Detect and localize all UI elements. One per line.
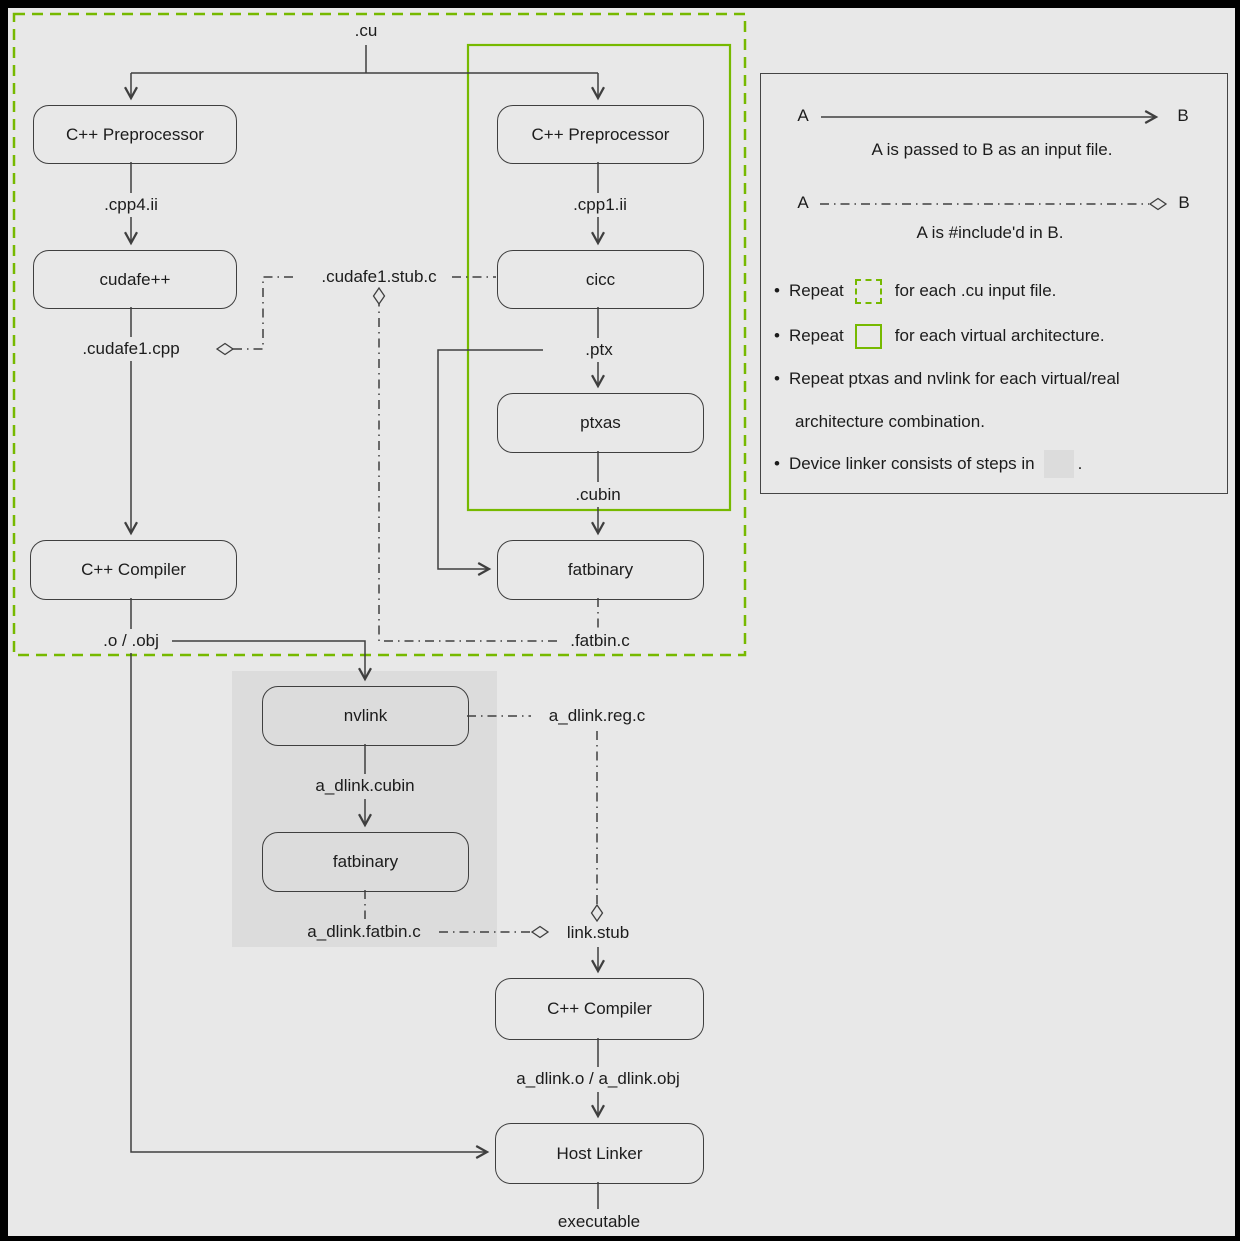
edge-oobj-to-nvlink: [172, 641, 365, 679]
bullet-dot: •: [774, 281, 780, 300]
node-label: cicc: [585, 269, 616, 289]
node-label: fatbinary: [567, 560, 634, 579]
bullet-dot: •: [774, 454, 780, 473]
legend-bullet-3-line1: [774, 367, 1120, 391]
legend-a2: A: [797, 193, 809, 212]
node-fatbinary-arch: [497, 540, 704, 600]
dashed-green-square-swatch: [855, 279, 882, 304]
file-label-linkstub: link.stub: [566, 923, 630, 942]
edge-stub-included-in-cudafe1cpp: [233, 277, 294, 349]
node-label: C++ Compiler: [547, 999, 652, 1018]
file-label-adlinkfatbinc: a_dlink.fatbin.c: [307, 922, 421, 941]
file-label-cpp1ii: .cpp1.ii: [573, 195, 627, 214]
file-label-fatbinc: .fatbin.c: [570, 631, 630, 650]
node-compiler-dlink: [495, 978, 704, 1040]
node-label: Host Linker: [556, 1143, 643, 1163]
node-label: fatbinary: [332, 852, 399, 871]
node-ptxas: [497, 393, 704, 453]
file-label-adlinkregc: a_dlink.reg.c: [548, 706, 646, 725]
node-preprocessor-left: [33, 105, 237, 164]
edge-ptx-to-fatbinary: [438, 350, 543, 569]
file-label-cu: .cu: [354, 21, 378, 40]
file-label-adlinkcubin: a_dlink.cubin: [315, 776, 415, 795]
file-label-cudafe1stubc: .cudafe1.stub.c: [321, 267, 437, 286]
solid-green-square-swatch: [855, 324, 882, 349]
file-label-executable: executable: [557, 1212, 641, 1231]
node-label: C++ Preprocessor: [531, 124, 670, 144]
legend-bullet1-pre: Repeat: [788, 281, 844, 300]
node-host-linker: [495, 1123, 704, 1184]
node-label: nvlink: [343, 706, 388, 725]
file-label-cubin: .cubin: [575, 485, 621, 504]
node-label: cudafe++: [99, 269, 171, 289]
file-label-cpp4ii: .cpp4.ii: [104, 195, 158, 214]
node-fatbinary-dlink: [262, 832, 469, 892]
legend-b1: B: [1177, 106, 1189, 125]
node-preprocessor-right: [497, 105, 704, 164]
node-nvlink: [262, 686, 469, 746]
legend-bullet-3-line2: [795, 410, 985, 434]
legend-passed-caption: A is passed to B as an input file.: [871, 140, 1113, 159]
diamond-at-cudafe1stubc: [374, 288, 385, 304]
legend-include-caption: A is #include'd in B.: [916, 223, 1064, 242]
diamond-at-linkstub-left: [532, 927, 548, 938]
legend-bullet4-post: .: [1077, 454, 1083, 473]
legend-bullet2-pre: Repeat: [788, 326, 844, 345]
node-cudafe: [33, 250, 237, 309]
legend-bullet-2: [774, 321, 1105, 351]
diamond-at-cudafe1cpp: [217, 344, 233, 355]
file-label-ptx: .ptx: [585, 340, 613, 359]
diamond-at-linkstub-top: [592, 905, 603, 921]
node-cicc: [497, 250, 704, 309]
file-label-oobj: .o / .obj: [103, 631, 159, 650]
legend-bullet3-line2: architecture combination.: [795, 412, 985, 431]
node-label: C++ Compiler: [81, 560, 186, 579]
file-label-adlinko: a_dlink.o / a_dlink.obj: [516, 1069, 680, 1088]
node-label: C++ Preprocessor: [66, 124, 204, 144]
file-label-cudafe1cpp: .cudafe1.cpp: [82, 339, 180, 358]
node-compiler-left: [30, 540, 237, 600]
bullet-dot: •: [774, 369, 780, 388]
bullet-dot: •: [774, 326, 780, 345]
legend-b2: B: [1178, 193, 1190, 212]
legend-bullet-1: [774, 276, 1056, 306]
legend-bullet2-post: for each virtual architecture.: [894, 326, 1105, 345]
legend-bullet1-post: for each .cu input file.: [894, 281, 1057, 300]
legend-bullet4-pre: Device linker consists of steps in: [788, 454, 1035, 473]
gray-region-swatch: [1044, 450, 1074, 478]
legend-bullet3-line1: Repeat ptxas and nvlink for each virtual/real: [788, 369, 1120, 388]
node-label: ptxas: [580, 413, 621, 432]
legend-a1: A: [797, 106, 809, 125]
legend-bullet-4: [774, 449, 1082, 479]
